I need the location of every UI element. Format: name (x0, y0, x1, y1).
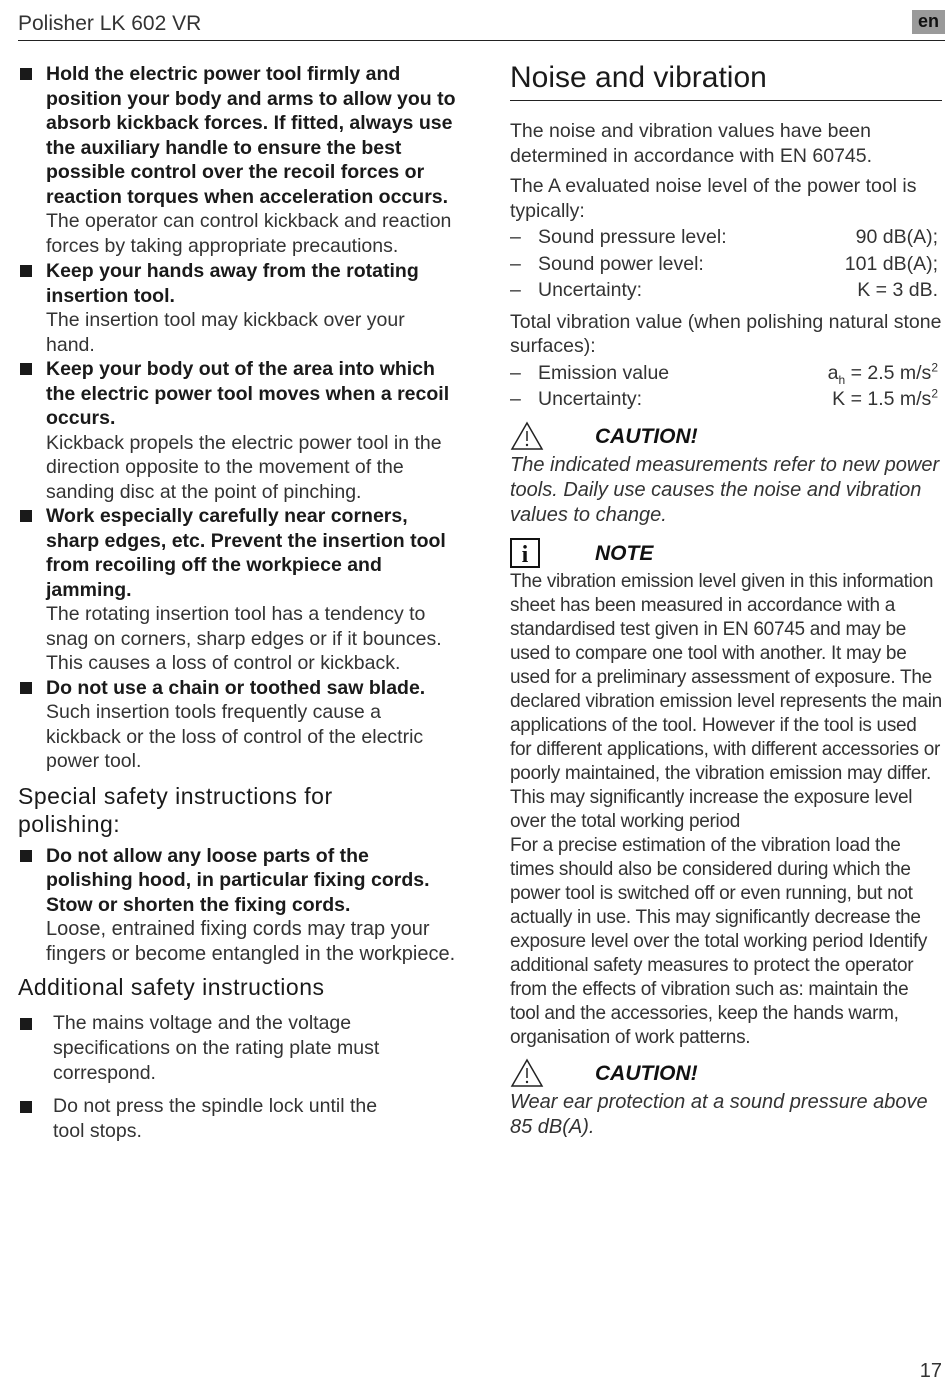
additional-item-text: The mains voltage and the voltage specifications on the rating plate must correspond. (53, 1012, 380, 1084)
vibration-amount: = 2.5 m/s (850, 361, 932, 384)
vibration-label: Emission value (538, 361, 670, 384)
noise-intro: The A evaluated noise level of the power tool is typically: (510, 175, 917, 222)
noise-value: 101 dB(A); (844, 252, 938, 275)
vibration-row (510, 360, 942, 387)
safety-item-text: Such insertion tools frequently cause a kickback or the loss of control of the electric power tool. (46, 701, 424, 772)
safety-item-text: Kickback propels the electric power tool in the direction opposite to the movement of the sanding disc at the point of pinching. (46, 431, 442, 503)
caution-label: CAUTION! (595, 1061, 698, 1085)
bullet-square-icon (20, 850, 32, 862)
intro-paragraph: The noise and vibration values have been determined in accordance with EN 60745. (510, 120, 873, 167)
vibration-value (828, 360, 938, 387)
safety-item-bold: Keep your hands away from the rotating insertion tool. (46, 260, 419, 307)
safety-item-text: Loose, entrained fixing cords may trap your fingers or become entangled in the workpiece. (46, 918, 456, 965)
safety-item-bold: Keep your body out of the area into which the electric power tool moves when a recoil occurs. (46, 358, 450, 429)
dash-marker: – (510, 361, 521, 384)
vibration-value (832, 386, 938, 413)
dash-marker: – (510, 279, 521, 301)
additional-heading: Additional safety instructions (18, 974, 325, 1000)
note-header (510, 536, 942, 570)
vibration-label: Uncertainty: (538, 388, 643, 410)
safety-item-bold: Hold the electric power tool firmly and position your body and arms to allow you to absorb kickback forces. If fitted, always use the auxiliary handle to ensure the best possible control over the recoil forces or reaction torques when acceleration occurs. (46, 63, 456, 208)
bullet-square-icon (20, 682, 32, 694)
additional-item (18, 1094, 413, 1144)
safety-item (18, 357, 458, 504)
caution-text: The indicated measurements refer to new power tools. Daily use causes the noise and vibration values to change. (510, 453, 940, 526)
safety-item-bold: Do not use a chain or toothed saw blade. (46, 676, 426, 699)
bullet-square-icon (20, 1018, 32, 1030)
bullet-square-icon (20, 363, 32, 375)
safety-item (18, 62, 458, 258)
vibration-subscript: h (838, 372, 846, 387)
safety-item (18, 259, 458, 357)
bullet-square-icon (20, 265, 32, 277)
dash-marker: – (510, 226, 521, 248)
safety-item-text: The operator can control kickback and reaction forces by taking appropriate precautions. (46, 210, 452, 257)
safety-item-bold: Do not allow any loose parts of the polishing hood, in particular fixing cords. Stow or shorten the fixing cords. (46, 844, 430, 916)
caution-label: CAUTION! (595, 424, 698, 448)
safety-item (18, 504, 458, 676)
polishing-heading: Special safety instructions for polishing: (18, 782, 333, 837)
dash-marker: – (510, 388, 521, 410)
bullet-square-icon (20, 68, 32, 80)
safety-item (18, 676, 458, 774)
additional-item (18, 1011, 398, 1086)
noise-label: Sound pressure level: (538, 226, 727, 248)
noise-label: Uncertainty: (538, 279, 643, 301)
additional-item-text: Do not press the spindle lock until the tool stops. (53, 1095, 378, 1142)
safety-item (18, 844, 458, 968)
page-header (18, 8, 945, 41)
noise-value: 90 dB(A); (855, 226, 938, 248)
right-column (510, 62, 942, 1140)
warning-triangle-icon (510, 421, 544, 451)
warning-triangle-icon (510, 1058, 544, 1088)
note-text: For a precise estimation of the vibration load the times should also be considered during which the power tool is switched off or even running, but not actually in use. This may significantly decrease the exposure level over the total working period Identify additional safety measures to protect the operator from the effects of vibration such as: maintain the tool and the accessories, keep the hands warm, organisation of work patterns. (510, 834, 928, 1048)
info-icon: i (510, 538, 540, 568)
note-label: NOTE (595, 541, 654, 565)
left-column (18, 62, 458, 1152)
noise-row (510, 251, 942, 278)
safety-item-text: The rotating insertion tool has a tendency to snag on corners, sharp edges or if it bounces. This causes a loss of control or kickback. (46, 603, 442, 674)
language-badge: en (912, 10, 945, 34)
page-number: 17 (919, 1360, 942, 1382)
section-heading: Noise and vibration (510, 62, 942, 101)
noise-value: K = 3 dB. (857, 279, 938, 301)
caution-text: Wear ear protection at a sound pressure above 85 dB(A). (510, 1090, 928, 1138)
vibration-symbol: a (827, 361, 839, 384)
note-text: The vibration emission level given in this information sheet has been measured in accordance with a standardised test given in EN 60745 and may be used to compare one tool with another. It may be used for a preliminary assessment of exposure. The declared vibration emission level represents the main applications of the tool. However if the tool is used for different applications, with different accessories or poorly maintained, the vibration emission may differ. This may significantly increase the exposure level over the total working period (510, 570, 942, 832)
unit-exponent: 2 (931, 386, 938, 401)
safety-item-text: The insertion tool may kickback over your hand. (46, 309, 405, 356)
dash-marker: – (510, 252, 521, 275)
vibration-intro: Total vibration value (when polishing natural stone surfaces): (510, 310, 942, 357)
vibration-amount: K = 1.5 m/s (832, 388, 932, 410)
noise-row (510, 224, 942, 251)
vibration-row (510, 386, 942, 413)
caution-header (510, 419, 942, 453)
caution-header (510, 1056, 942, 1090)
unit-exponent: 2 (931, 360, 938, 374)
bullet-square-icon (20, 510, 32, 522)
noise-row (510, 277, 942, 304)
noise-label: Sound power level: (538, 252, 704, 275)
bullet-square-icon (20, 1101, 32, 1113)
safety-item-bold: Work especially carefully near corners, sharp edges, etc. Prevent the insertion tool from recoiling off the workpiece and jamming. (46, 505, 446, 601)
document-title: Polisher LK 602 VR (18, 12, 202, 35)
